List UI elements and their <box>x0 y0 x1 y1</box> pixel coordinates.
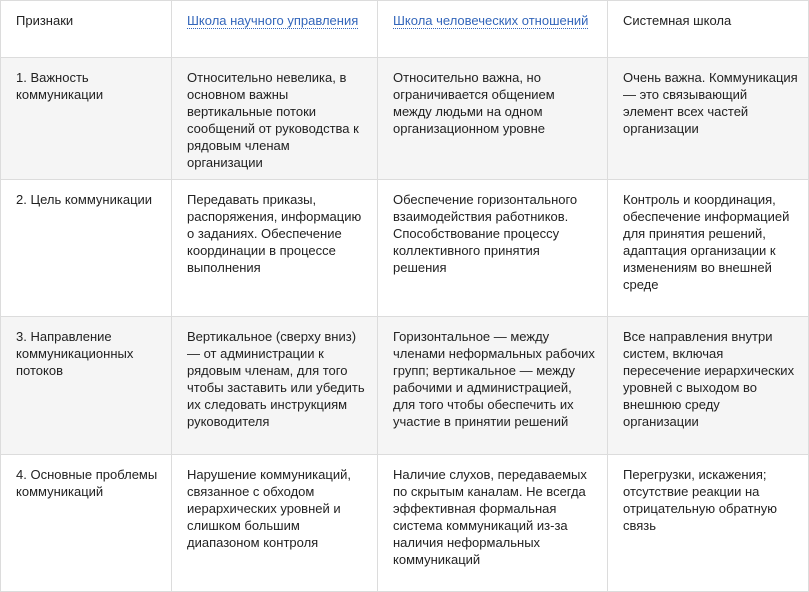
header-system-school <box>608 1 809 58</box>
table-header-row <box>1 1 809 58</box>
header-system-school-label: Системная школа <box>623 13 732 28</box>
table-row <box>1 58 809 180</box>
header-features <box>1 1 172 58</box>
cell-system: Все направления внутри систем, включая пересечение иерархических уровней с выходом во внешнюю среду организации <box>608 317 809 455</box>
table-row <box>1 317 809 455</box>
cell-system: Контроль и координация, обеспечение информацией для принятия решений, адаптация организации к изменениям во внешней среде <box>608 180 809 317</box>
header-human-relations-school-label[interactable]: Школа человеческих отношений <box>393 13 589 28</box>
cell-human: Относительно важна, но ограничивается общением между людьми на одном организационном уровне <box>378 58 608 180</box>
header-human-relations-school-link[interactable] <box>378 1 608 58</box>
cell-feature: 4. Основные проблемы коммуникаций <box>1 455 172 592</box>
cell-human: Горизонтальное — между членами неформальных рабочих групп; вертикальное — между рабочими и администрацией, для того чтобы обеспечить их участие в принятии решений <box>378 317 608 455</box>
cell-scientific: Относительно невелика, в основном важны вертикальные потоки сообщений от руководства к рядовым членам организации <box>172 58 378 180</box>
cell-system: Очень важна. Коммуникация — это связывающий элемент всех частей организации <box>608 58 809 180</box>
cell-human: Обеспечение горизонтального взаимодействия работников. Способствование процессу коллективного принятия решения <box>378 180 608 317</box>
cell-human: Наличие слухов, передаваемых по скрытым каналам. Не всегда эффективная формальная система коммуникаций из-за наличия неформальных коммуникаций <box>378 455 608 592</box>
header-scientific-school-label[interactable]: Школа научного управления <box>187 13 359 28</box>
table-row <box>1 180 809 317</box>
cell-feature: 2. Цель коммуникации <box>1 180 172 317</box>
cell-feature: 3. Направление коммуникационных потоков <box>1 317 172 455</box>
table-row <box>1 455 809 592</box>
cell-system: Перегрузки, искажения; отсутствие реакции на отрицательную обратную связь <box>608 455 809 592</box>
cell-scientific: Передавать приказы, распоряжения, информацию о заданиях. Обеспечение координации в процессе выполнения <box>172 180 378 317</box>
cell-feature: 1. Важность коммуникации <box>1 58 172 180</box>
header-scientific-school-link[interactable] <box>172 1 378 58</box>
header-features-label: Признаки <box>16 13 74 28</box>
cell-scientific: Нарушение коммуникаций, связанное с обходом иерархических уровней и слишком большим диапазоном контроля <box>172 455 378 592</box>
cell-scientific: Вертикальное (сверху вниз) — от администрации к рядовым членам, для того чтобы заставить или убедить их следовать инструкциям руководителя <box>172 317 378 455</box>
